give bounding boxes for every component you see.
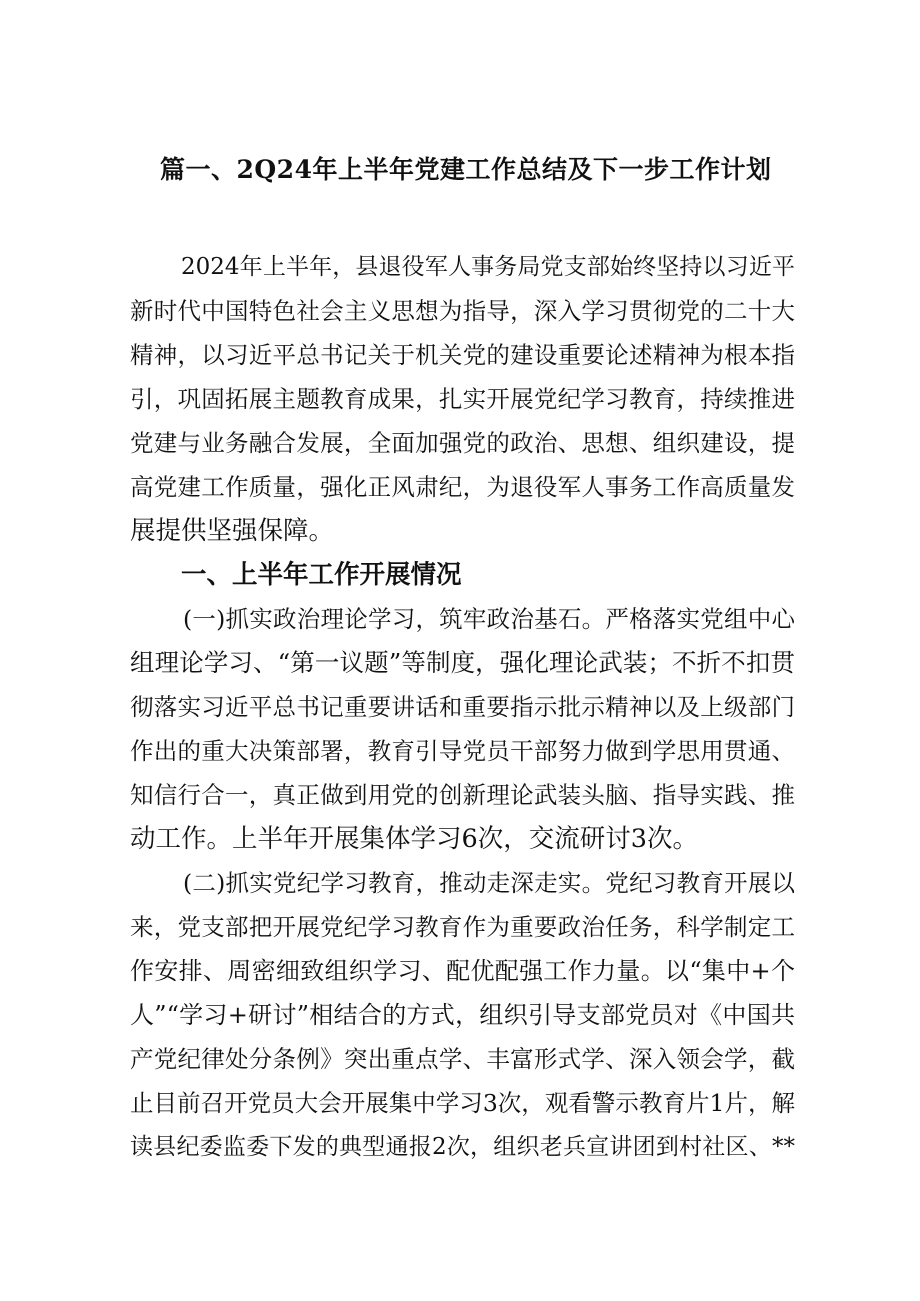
intro-paragraph <box>130 245 795 553</box>
section-heading-text: 一、上半年工作开展情况 <box>181 560 462 590</box>
paragraph-1 <box>130 597 795 861</box>
intro-line: 展提供坚强保障。 <box>130 516 335 546</box>
paragraph-line: 产党纪律处分条例》突出重点学、丰富形式学、深入领会学，截 <box>130 1045 795 1073</box>
paragraph-line: 动工作。上半年开展集体学习6次，交流研讨3次。 <box>130 824 698 854</box>
paragraph-2 <box>130 861 795 1169</box>
intro-line: 精神，以习近平总书记关于机关党的建设重要论述精神为根本指 <box>130 341 795 369</box>
paragraph-line: 人”“学习+研讨”相结合的方式，组织引导支部党员对《中国共 <box>130 1001 795 1029</box>
paragraph-line: (二)抓实党纪学习教育，推动走深走实。党纪习教育开展以 <box>183 869 795 897</box>
document-title: 篇一、2Q24年上半年党建工作总结及下一步工作计划 <box>160 155 772 184</box>
paragraph-line: 读县纪委监委下发的典型通报2次，组织老兵宣讲团到村社区、** <box>130 1134 795 1160</box>
section-heading <box>130 553 795 597</box>
intro-line: 新时代中国特色社会主义思想为指导，深入学习贯彻党的二十大 <box>130 297 795 325</box>
paragraph-line: 组理论学习、“第一议题”等制度，强化理论武装；不折不扣贯 <box>130 648 795 677</box>
intro-line: 2024年上半年，县退役军人事务局党支部始终坚持以习近平 <box>181 254 795 280</box>
paragraph-line: 知信行合一，真正做到用党的创新理论武装头脑、指导实践、推 <box>130 781 795 809</box>
paragraph-line: 来，党支部把开展党纪学习教育作为重要政治任务，科学制定工 <box>130 913 795 941</box>
intro-line: 高党建工作质量，强化正风肃纪，为退役军人事务工作高质量发 <box>130 473 795 501</box>
paragraph-line: 止目前召开党员大会开展集中学习3次，观看警示教育片1片，解 <box>130 1089 795 1117</box>
intro-line: 党建与业务融合发展，全面加强党的政治、思想、组织建设，提 <box>130 429 795 457</box>
paragraph-line: (一)抓实政治理论学习，筑牢政治基石。严格落实党组中心 <box>183 605 795 633</box>
paragraph-line: 作安排、周密细致组织学习、配优配强工作力量。以“集中+个 <box>130 957 795 985</box>
paragraph-line: 彻落实习近平总书记重要讲话和重要指示批示精神以及上级部门 <box>130 693 795 721</box>
intro-line: 引，巩固拓展主题教育成果，扎实开展党纪学习教育，持续推进 <box>130 385 795 413</box>
paragraph-line: 作出的重大决策部署，教育引导党员干部努力做到学思用贯通、 <box>130 737 795 765</box>
